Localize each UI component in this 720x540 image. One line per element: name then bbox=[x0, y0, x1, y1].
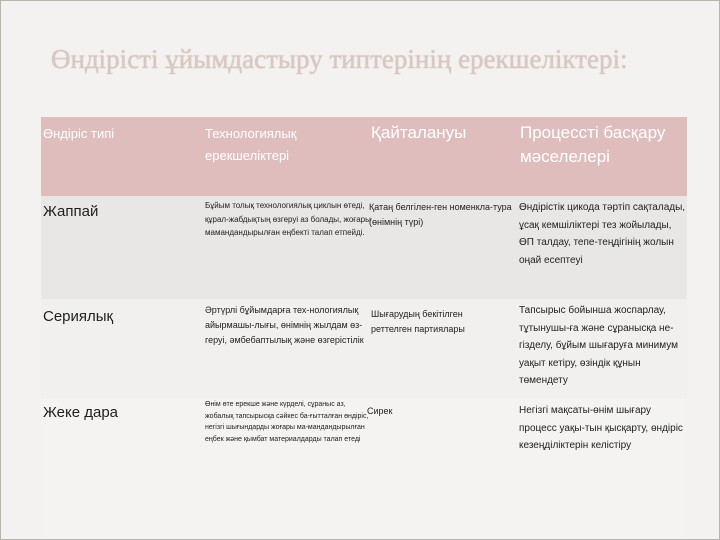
slide-title: Өндірісті ұйымдастыру типтерінің ерекшеліктері: bbox=[51, 44, 628, 74]
row-technology: Өнім өте ерекше және күрделі, сұраныс аз, жобалық тапсырысқа сәйкес ба-ғытталған өндіріс, негізгі шығындарды жоғары ма-мандандырылған еңбек және қымбат материалдарды талап етеді bbox=[205, 401, 369, 443]
table-header-row bbox=[41, 117, 687, 196]
table-row bbox=[41, 299, 687, 399]
row-technology: Әртүрлі бұйымдарға тех-нологиялық айырмашы-лығы, өнімнің жылдам өз-геруі, әмбебаптылық және өзгерістілік bbox=[205, 305, 364, 345]
row-type: Жаппай bbox=[43, 203, 99, 220]
comparison-table bbox=[41, 117, 687, 537]
row-type: Жеке дара bbox=[43, 404, 119, 421]
row-repetition: Шығарудың бекітілген реттелген партиялары bbox=[371, 309, 465, 334]
header-repetition: Қайталануы bbox=[371, 123, 467, 142]
row-type: Сериялық bbox=[43, 308, 114, 325]
row-control: Негізгі мақсаты-өнім шығару процесс уақы-тын қысқарту, өндіріс кезеңділіктерін келістіру bbox=[519, 405, 683, 451]
table-row bbox=[41, 196, 687, 299]
row-control: Тапсырыс бойынша жоспарлау, тұтынушы-ға және сұранысқа не-гізделу, бұйым шығаруға минимум уақыт кетіру, өзіндік құнын төмендету bbox=[519, 305, 679, 386]
row-technology: Бұйым толық технологиялық циклын өтеді, құрал-жабдықтың өзгеруі аз болады, жоғары мамандандырылған еңбекті талап етпейді. bbox=[205, 201, 371, 237]
header-control-issues: Процессті басқару мәселелері bbox=[520, 123, 666, 166]
row-repetition: Сирек bbox=[367, 406, 393, 416]
row-control: Өндірістік цикода тәртіп сақталады, ұсақ кемшіліктері тез жойылады, ӨП талдау, тепе-теңдігінің жолын оңай есептеуі bbox=[519, 202, 686, 266]
table-row bbox=[41, 399, 687, 537]
row-repetition: Қатаң белгілен-ген номенкла-тура (өнімнің түрі) bbox=[369, 202, 512, 227]
header-production-type: Өндіріс типі bbox=[43, 126, 115, 141]
header-technology: Технологиялық ерекшеліктері bbox=[205, 126, 297, 163]
